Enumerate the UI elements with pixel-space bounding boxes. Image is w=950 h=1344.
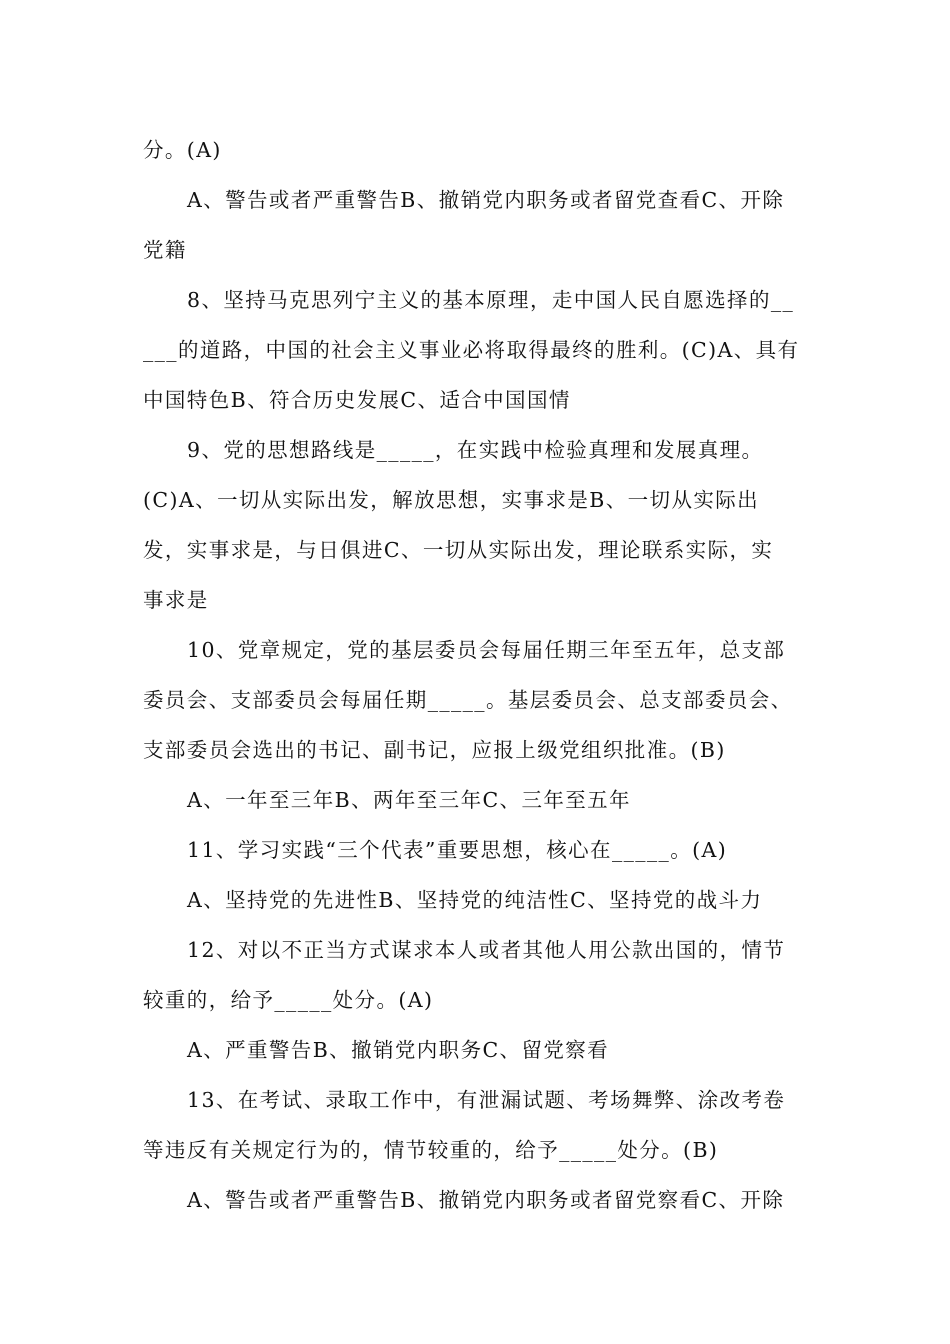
text-line: 12、对以不正当方式谋求本人或者其他人用公款出国的，情节 xyxy=(187,938,786,962)
text-line: 8、坚持马克思列宁主义的基本原理，走中国人民自愿选择的__ xyxy=(187,288,795,312)
text-line: 发，实事求是，与日俱进C、一切从实际出发，理论联系实际，实 xyxy=(143,538,774,562)
text-line: 委员会、支部委员会每届任期_____。基层委员会、总支部委员会、 xyxy=(143,688,793,712)
text-line: 10、党章规定，党的基层委员会每届任期三年至五年，总支部 xyxy=(187,638,786,662)
text-line: A、一年至三年B、两年至三年C、三年至五年 xyxy=(187,788,631,812)
text-line: 分。(A) xyxy=(143,138,222,162)
text-line: 13、在考试、录取工作中，有泄漏试题、考场舞弊、涂改考卷 xyxy=(187,1088,786,1112)
text-line: 支部委员会选出的书记、副书记，应报上级党组织批准。(B) xyxy=(143,738,726,762)
text-line: 等违反有关规定行为的，情节较重的，给予_____处分。(B) xyxy=(143,1138,719,1162)
text-line: 事求是 xyxy=(143,588,209,612)
text-line: A、坚持党的先进性B、坚持党的纯洁性C、坚持党的战斗力 xyxy=(187,888,763,912)
text-line: 9、党的思想路线是_____，在实践中检验真理和发展真理。 xyxy=(187,438,764,462)
text-line: A、警告或者严重警告B、撤销党内职务或者留党察看C、开除 xyxy=(187,1188,785,1212)
text-line: 较重的，给予_____处分。(A) xyxy=(143,988,434,1012)
text-line: ___的道路，中国的社会主义事业必将取得最终的胜利。(C)A、具有 xyxy=(143,338,800,362)
text-line: 党籍 xyxy=(143,238,187,262)
text-line: A、严重警告B、撤销党内职务C、留党察看 xyxy=(187,1038,610,1062)
text-line: A、警告或者严重警告B、撤销党内职务或者留党查看C、开除 xyxy=(187,188,785,212)
text-line: 11、学习实践“三个代表”重要思想，核心在_____。(A) xyxy=(187,838,728,862)
text-line: (C)A、一切从实际出发，解放思想，实事求是B、一切从实际出 xyxy=(143,488,760,512)
text-line: 中国特色B、符合历史发展C、适合中国国情 xyxy=(143,388,571,412)
